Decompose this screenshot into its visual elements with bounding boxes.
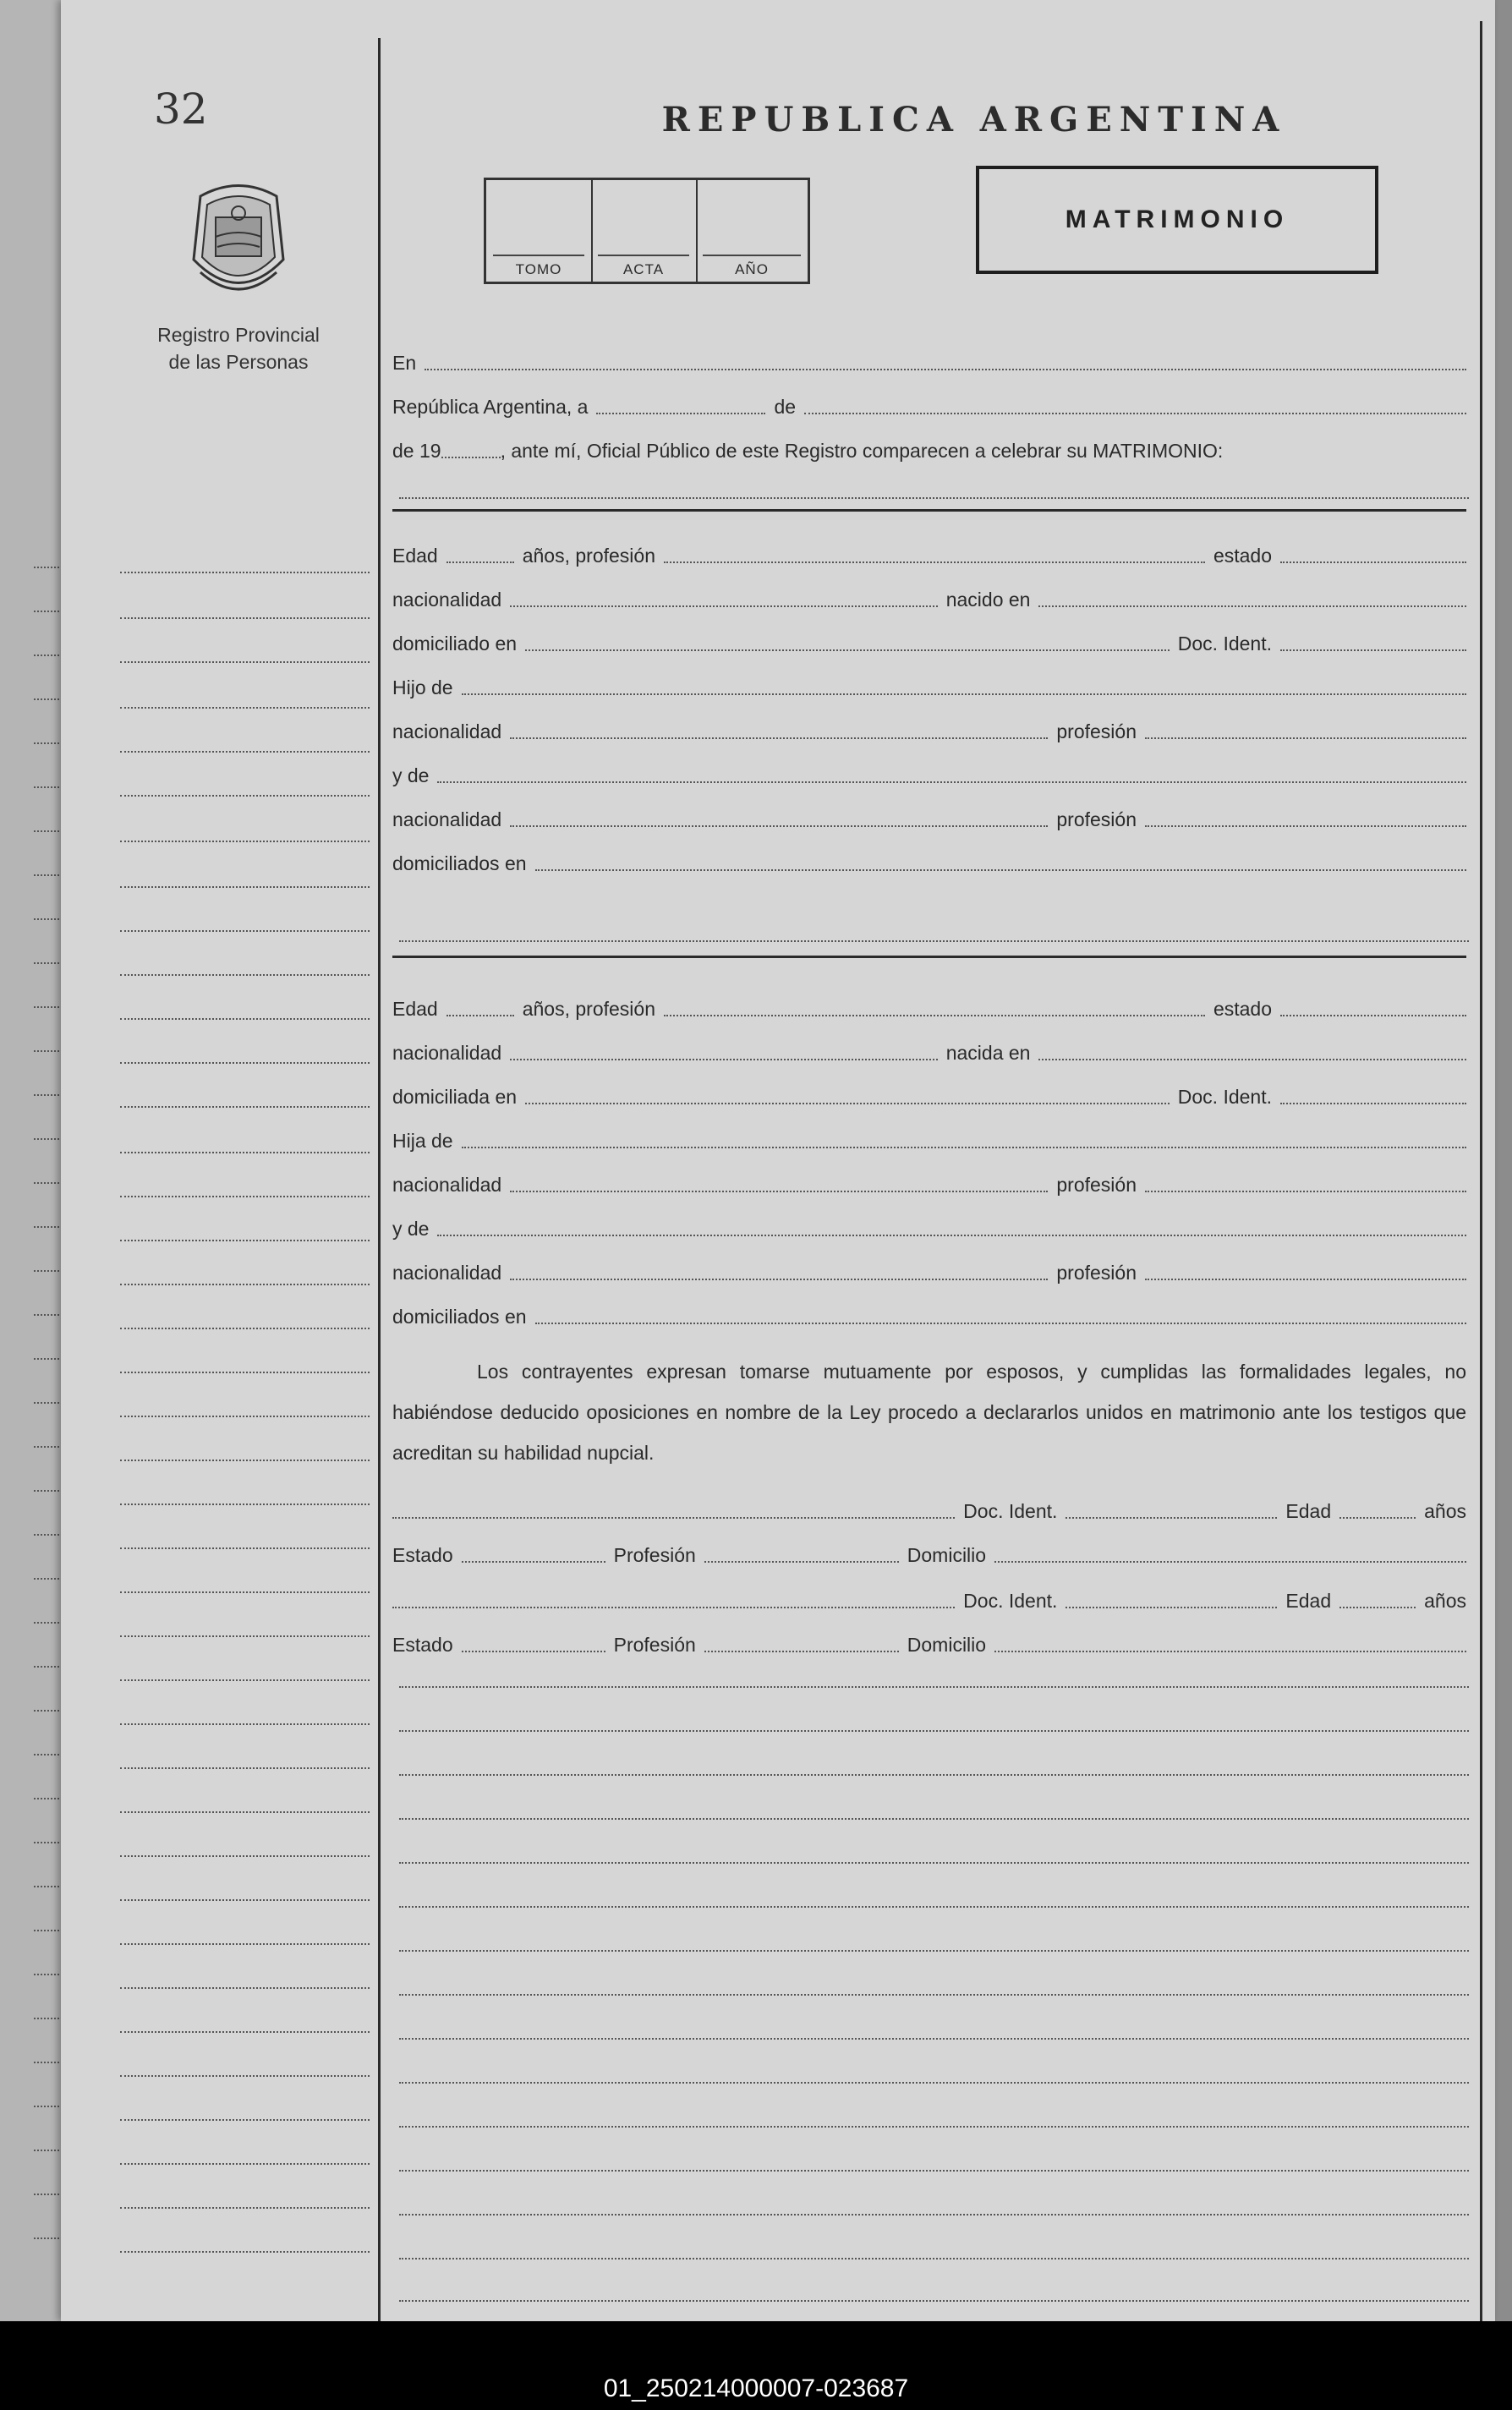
bride-father-profesion-field[interactable]: [1145, 1191, 1466, 1192]
margin-line[interactable]: [120, 1811, 370, 1813]
margin-line[interactable]: [120, 1504, 370, 1505]
registry-name: [129, 321, 348, 375]
witness2-profesion-label: Profesión: [613, 1634, 696, 1656]
witness2-profesion-field[interactable]: [704, 1651, 899, 1652]
bride-estado-field[interactable]: [1280, 1015, 1466, 1016]
intro-republica-row: [392, 389, 1466, 418]
bride-father-nacionalidad-field[interactable]: [510, 1191, 1048, 1192]
margin-line[interactable]: [120, 661, 370, 663]
bride-nacionalidad-field[interactable]: [510, 1059, 938, 1060]
intro-en-row: [392, 345, 1466, 374]
bride-hija-field[interactable]: [462, 1147, 1466, 1148]
margin-line[interactable]: [120, 1240, 370, 1241]
groom-profesion-field[interactable]: [664, 561, 1205, 563]
groom-mother-profesion-field[interactable]: [1145, 825, 1466, 827]
declaration-paragraph: [392, 1351, 1466, 1473]
margin-line[interactable]: [120, 1855, 370, 1857]
ano-label: AÑO: [735, 261, 769, 277]
notes-line[interactable]: [399, 1774, 1469, 1776]
margin-line[interactable]: [120, 1106, 370, 1108]
groom-father-row: [392, 714, 1466, 742]
witness1-edad-field[interactable]: [1339, 1517, 1416, 1519]
margin-line[interactable]: [120, 1943, 370, 1945]
margin-line[interactable]: [120, 930, 370, 932]
witness1-anos-label: años: [1424, 1500, 1466, 1522]
bride-mother-nacionalidad-field[interactable]: [510, 1279, 1048, 1280]
groom-hijo-label: Hijo de: [392, 676, 453, 698]
bride-domicilio-row: [392, 1079, 1466, 1108]
groom-doc-label: Doc. Ident.: [1177, 633, 1272, 655]
bride-doc-field[interactable]: [1280, 1103, 1466, 1104]
notes-line[interactable]: [399, 2038, 1469, 2040]
groom-hijo-row: [392, 670, 1466, 698]
bride-domiciliada-field[interactable]: [525, 1103, 1170, 1104]
bride-domiciliada-label: domiciliada en: [392, 1086, 518, 1108]
acta-label: ACTA: [622, 261, 665, 277]
bride-estado-label: estado: [1213, 998, 1272, 1020]
margin-line[interactable]: [120, 1723, 370, 1725]
bride-edad-label: Edad: [392, 998, 438, 1020]
witness1-profesion-field[interactable]: [704, 1561, 899, 1563]
tomo-line: [493, 255, 584, 256]
bride-hija-row: [392, 1123, 1466, 1152]
page-title: REPUBLICA ARGENTINA: [661, 100, 1287, 140]
ano-cell[interactable]: [696, 180, 808, 282]
witness2-edad-label: Edad: [1285, 1590, 1332, 1612]
margin-line[interactable]: [120, 1635, 370, 1637]
groom-estado-field[interactable]: [1280, 561, 1466, 563]
groom-mother-nat-row: [392, 802, 1466, 830]
notes-line[interactable]: [399, 1730, 1469, 1732]
groom-edad-field[interactable]: [446, 561, 514, 563]
witness1-profesion-label: Profesión: [613, 1544, 696, 1566]
groom-edad-row: [392, 538, 1466, 567]
margin-line[interactable]: [120, 572, 370, 573]
margin-line[interactable]: [120, 1679, 370, 1681]
province-seal-icon: [184, 179, 293, 306]
witness2-doc-field[interactable]: [1066, 1607, 1277, 1608]
bride-parents-domicilio-row: [392, 1299, 1466, 1328]
margin-line[interactable]: [120, 795, 370, 797]
en-label: En: [392, 352, 417, 374]
groom-domiciliado-label: domiciliado en: [392, 633, 518, 655]
month-field[interactable]: [804, 413, 1466, 414]
republica-label: República Argentina, a: [392, 396, 589, 418]
intro-extra-line[interactable]: [399, 497, 1469, 499]
bride-hija-label: Hija de: [392, 1130, 453, 1152]
witness1-doc-field[interactable]: [1066, 1517, 1277, 1519]
witness1-doc-label: Doc. Ident.: [963, 1500, 1058, 1522]
groom-domiciliado-field[interactable]: [525, 649, 1170, 651]
margin-line[interactable]: [120, 1152, 370, 1153]
section-divider: [392, 509, 1466, 512]
acta-cell[interactable]: [591, 180, 698, 282]
margin-line[interactable]: [120, 1372, 370, 1373]
ante-label: , ante mí, Oficial Público de este Registro comparecen a celebrar su MATRIMONIO:: [500, 440, 1224, 462]
groom-father-profesion-field[interactable]: [1145, 737, 1466, 739]
groom-nacionalidad-label: nacionalidad: [392, 589, 502, 611]
section-divider: [392, 956, 1466, 958]
margin-line[interactable]: [120, 1987, 370, 1989]
bride-mother-nat-row: [392, 1255, 1466, 1284]
day-field[interactable]: [596, 413, 765, 414]
bride-edad-field[interactable]: [446, 1015, 514, 1016]
scan-id: 01_250214000007-023687: [603, 2374, 909, 2402]
margin-line[interactable]: [120, 1018, 370, 1020]
form-page: [61, 0, 1495, 2321]
margin-line[interactable]: [120, 1767, 370, 1769]
bride-nacionalidad-row: [392, 1035, 1466, 1064]
notes-line[interactable]: [399, 1818, 1469, 1820]
margin-line[interactable]: [120, 886, 370, 888]
witness1-name-field[interactable]: [392, 1517, 955, 1519]
margin-line[interactable]: [120, 1547, 370, 1549]
witness2-domicilio-field[interactable]: [994, 1651, 1466, 1652]
bride-domiciliados-field[interactable]: [535, 1323, 1466, 1324]
bride-mother-field[interactable]: [437, 1235, 1466, 1236]
notes-line[interactable]: [399, 2300, 1469, 2302]
groom-father-profesion-label: profesión: [1056, 720, 1137, 742]
tomo-acta-ano-box: [484, 178, 810, 284]
notes-line[interactable]: [399, 1862, 1469, 1864]
bride-doc-label: Doc. Ident.: [1177, 1086, 1272, 1108]
bride-domiciliados-label: domiciliados en: [392, 1306, 527, 1328]
groom-edad-label: Edad: [392, 545, 438, 567]
witness2-estado-label: Estado: [392, 1634, 453, 1656]
notes-line[interactable]: [399, 2170, 1469, 2172]
witness1-edad-label: Edad: [1285, 1500, 1332, 1522]
margin-line[interactable]: [120, 2031, 370, 2033]
witness2-estado-row: [392, 1627, 1466, 1656]
intro-ante-row: [392, 433, 1466, 462]
right-border: [1480, 21, 1482, 2321]
groom-yde-label: y de: [392, 764, 430, 786]
margin-line[interactable]: [120, 1591, 370, 1593]
groom-mother-nacionalidad-field[interactable]: [510, 825, 1048, 827]
margin-line[interactable]: [120, 841, 370, 842]
year-prefix-label: de 19: [392, 440, 441, 462]
notes-line[interactable]: [399, 2214, 1469, 2216]
bride-profesion-label: años, profesión: [522, 998, 655, 1020]
margin-line[interactable]: [120, 1328, 370, 1329]
groom-nacionalidad-row: [392, 582, 1466, 611]
witness1-estado-label: Estado: [392, 1544, 453, 1566]
margin-line[interactable]: [120, 1284, 370, 1285]
groom-profesion-label: años, profesión: [522, 545, 655, 567]
groom-doc-field[interactable]: [1280, 649, 1466, 651]
bride-mother-profesion-label: profesión: [1056, 1262, 1137, 1284]
bride-mother-row: [392, 1211, 1466, 1240]
groom-father-nacionalidad-label: nacionalidad: [392, 720, 502, 742]
tomo-label: TOMO: [515, 261, 562, 277]
acta-line: [598, 255, 689, 256]
groom-mother-field[interactable]: [437, 781, 1466, 783]
notes-line[interactable]: [399, 2082, 1469, 2084]
notes-line[interactable]: [399, 2258, 1469, 2259]
witness2-doc-row: [392, 1583, 1466, 1612]
witness1-estado-row: [392, 1537, 1466, 1566]
bride-father-row: [392, 1167, 1466, 1196]
margin-line[interactable]: [120, 2119, 370, 2121]
groom-domiciliados-field[interactable]: [535, 869, 1466, 871]
groom-nacido-field[interactable]: [1038, 605, 1466, 607]
notes-line[interactable]: [399, 1686, 1469, 1688]
groom-nacido-label: nacido en: [945, 589, 1031, 611]
notes-line[interactable]: [399, 1950, 1469, 1952]
year-field[interactable]: [441, 457, 501, 458]
witness2-estado-field[interactable]: [462, 1651, 605, 1652]
bride-yde-label: y de: [392, 1218, 430, 1240]
groom-domiciliados-label: domiciliados en: [392, 852, 527, 874]
margin-line[interactable]: [120, 1460, 370, 1461]
margin-line[interactable]: [120, 1416, 370, 1417]
page-number: 32: [154, 85, 208, 134]
registry-line1: Registro Provincial: [157, 324, 320, 346]
witness2-name-field[interactable]: [392, 1607, 955, 1608]
bride-nacionalidad-label: nacionalidad: [392, 1042, 502, 1064]
bride-mother-profesion-field[interactable]: [1145, 1279, 1466, 1280]
en-field[interactable]: [425, 369, 1466, 370]
document-type-box: MATRIMONIO: [976, 166, 1378, 274]
bride-nacida-field[interactable]: [1038, 1059, 1466, 1060]
witness1-estado-field[interactable]: [462, 1561, 605, 1563]
witness1-domicilio-label: Domicilio: [907, 1544, 987, 1566]
margin-line[interactable]: [120, 1196, 370, 1197]
notes-line[interactable]: [399, 1994, 1469, 1996]
groom-parents-domicilio-row: [392, 846, 1466, 874]
notes-line[interactable]: [399, 2126, 1469, 2128]
witness2-doc-label: Doc. Ident.: [963, 1590, 1058, 1612]
notes-line[interactable]: [399, 1906, 1469, 1908]
margin-line[interactable]: [120, 2075, 370, 2077]
margin-line[interactable]: [120, 751, 370, 753]
de-label: de: [774, 396, 797, 418]
groom-extra-line[interactable]: [399, 940, 1469, 942]
margin-divider: [378, 38, 381, 2321]
margin-line[interactable]: [120, 617, 370, 619]
registry-line2: de las Personas: [168, 351, 309, 373]
margin-line[interactable]: [120, 2163, 370, 2165]
bride-nacida-label: nacida en: [945, 1042, 1031, 1064]
ano-line: [703, 255, 801, 256]
witness1-domicilio-field[interactable]: [994, 1561, 1466, 1563]
margin-line[interactable]: [120, 1062, 370, 1064]
groom-domicilio-row: [392, 626, 1466, 655]
groom-father-nacionalidad-field[interactable]: [510, 737, 1048, 739]
margin-line[interactable]: [120, 1899, 370, 1901]
bride-profesion-field[interactable]: [664, 1015, 1205, 1016]
margin-line[interactable]: [120, 707, 370, 709]
groom-mother-nacionalidad-label: nacionalidad: [392, 808, 502, 830]
witness2-anos-label: años: [1424, 1590, 1466, 1612]
groom-hijo-field[interactable]: [462, 693, 1466, 695]
witness2-edad-field[interactable]: [1339, 1607, 1416, 1608]
margin-line[interactable]: [120, 2207, 370, 2209]
bride-edad-row: [392, 991, 1466, 1020]
margin-line[interactable]: [120, 974, 370, 976]
bride-father-nacionalidad-label: nacionalidad: [392, 1174, 502, 1196]
groom-estado-label: estado: [1213, 545, 1272, 567]
witness1-doc-row: [392, 1493, 1466, 1522]
groom-mother-profesion-label: profesión: [1056, 808, 1137, 830]
witness2-domicilio-label: Domicilio: [907, 1634, 987, 1656]
margin-line[interactable]: [120, 2251, 370, 2253]
tomo-cell[interactable]: [486, 180, 593, 282]
bride-father-profesion-label: profesión: [1056, 1174, 1137, 1196]
groom-mother-row: [392, 758, 1466, 786]
bride-mother-nacionalidad-label: nacionalidad: [392, 1262, 502, 1284]
declaration-text: Los contrayentes expresan tomarse mutuamente por esposos, y cumplidas las formalidades legales, no habiéndose deducido oposiciones en nombre de la Ley procedo a declararlos unidos en matrimonio ante los testigos que acreditan su habilidad nupcial.: [392, 1361, 1466, 1464]
groom-nacionalidad-field[interactable]: [510, 605, 938, 607]
